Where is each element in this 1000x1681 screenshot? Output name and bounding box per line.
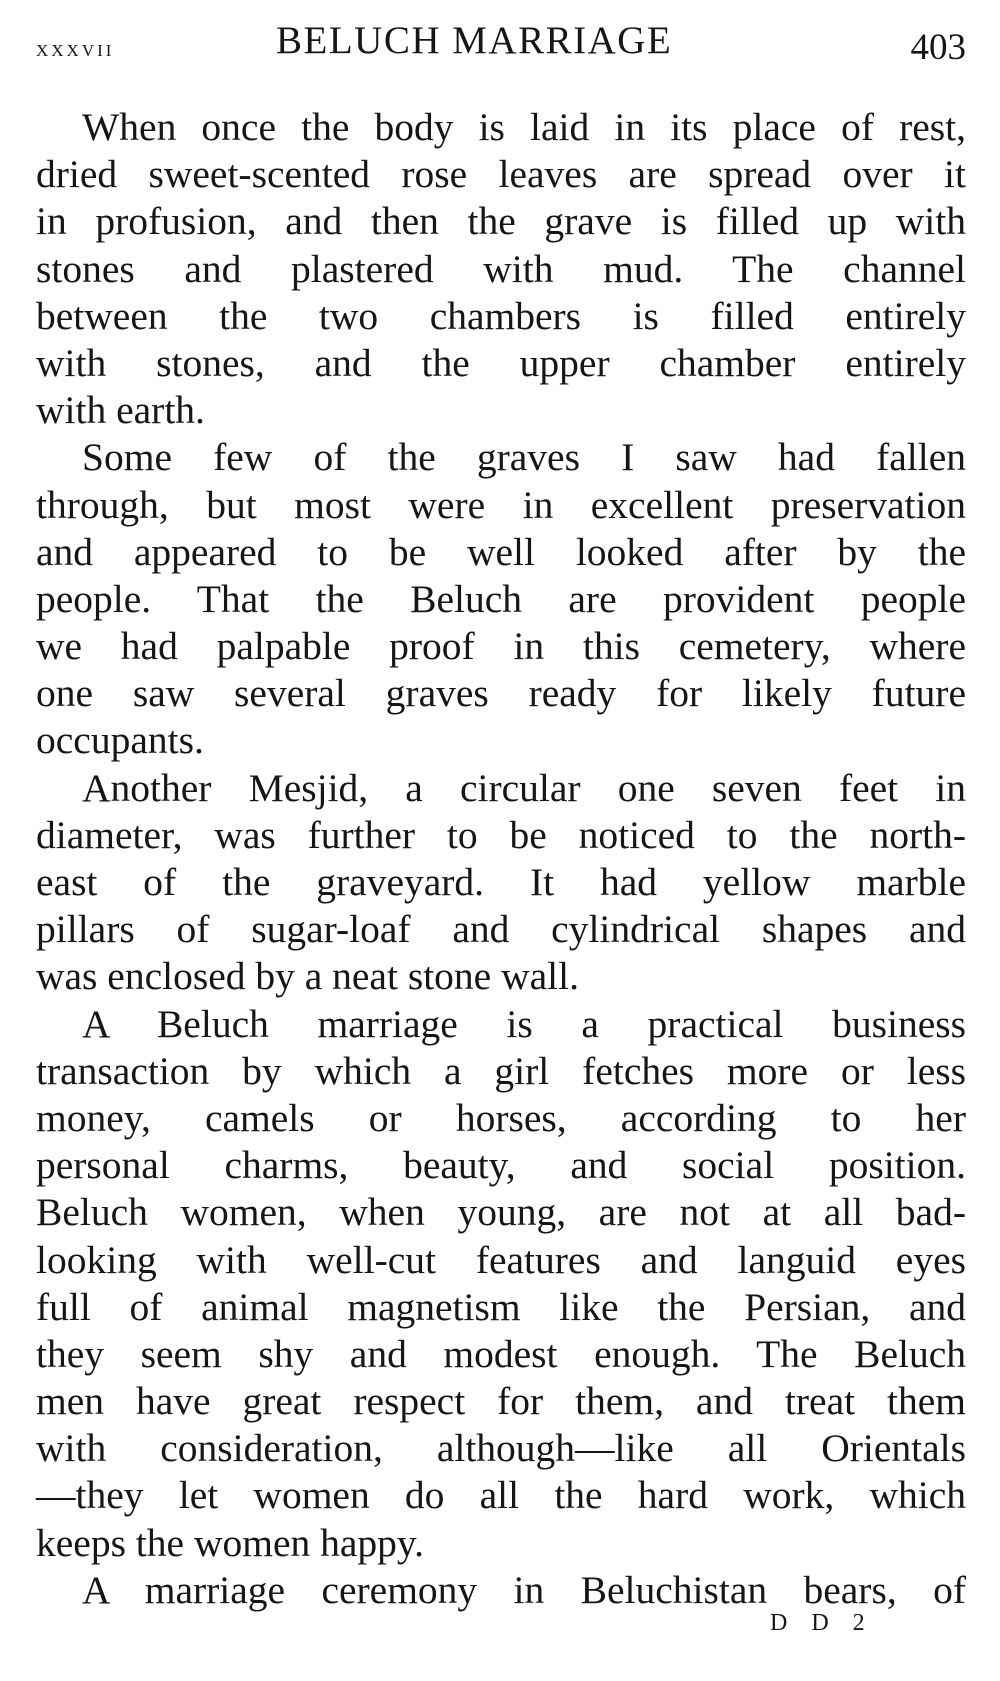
text-line: A marriage ceremony in Beluchistan bears, of [82,1567,966,1612]
text-line: between the two chambers is filled entirely [36,293,966,338]
text-line: A Beluch marriage is a practical business [82,1001,966,1046]
text-line: looking with well-cut features and languid eyes [36,1237,966,1282]
text-line: was enclosed by a neat stone wall. [36,954,579,999]
text-line: full of animal magnetism like the Persian, and [36,1284,966,1329]
text-line: diameter, was further to be noticed to the north- [36,812,966,857]
text-line: men have great respect for them, and treat them [36,1379,966,1424]
text-line: pillars of sugar-loaf and cylindrical shapes and [36,907,966,952]
text-line: —they let women do all the hard work, which [36,1473,966,1518]
paragraph [36,434,966,764]
text-line: with stones, and the upper chamber entirely [36,340,966,385]
paragraph [36,1001,966,1567]
text-line: and appeared to be well looked after by the [36,529,966,574]
text-line: with earth. [36,388,205,433]
body-text [36,104,966,1614]
text-line: they seem shy and modest enough. The Beluch [36,1331,966,1376]
text-line: occupants. [36,718,204,763]
text-line: money, camels or horses, according to her [36,1095,966,1140]
paragraph [36,104,966,434]
text-line: we had palpable proof in this cemetery, where [36,624,966,669]
text-line: in profusion, and then the grave is filled up with [36,199,966,244]
text-line: keeps the women happy. [36,1520,424,1565]
text-line: transaction by which a girl fetches more or less [36,1048,966,1093]
text-line: people. That the Beluch are provident people [36,576,966,621]
running-title: BELUCH MARRIAGE [276,19,673,62]
text-line: Beluch women, when young, are not at all bad- [36,1190,966,1235]
text-line: Another Mesjid, a circular one seven feet in [82,765,966,810]
text-line: Some few of the graves I saw had fallen [82,435,966,480]
text-line: When once the body is laid in its place of rest, [82,105,966,149]
signature-mark: D D 2 [770,1610,874,1636]
text-line: one saw several graves ready for likely future [36,671,966,716]
text-line: stones and plastered with mud. The channel [36,246,966,291]
chapter-number: xxxvii [36,36,115,62]
paragraph [36,1567,966,1614]
running-head [36,14,966,74]
text-line: dried sweet-scented rose leaves are spread over it [36,152,966,197]
paragraph [36,765,966,1001]
text-line: through, but most were in excellent preservation [36,482,966,527]
page-number: 403 [910,27,966,68]
text-line: personal charms, beauty, and social position. [36,1143,966,1188]
text-line: with consideration, although—like all Orientals [36,1426,966,1471]
text-line: east of the graveyard. It had yellow marble [36,860,966,904]
